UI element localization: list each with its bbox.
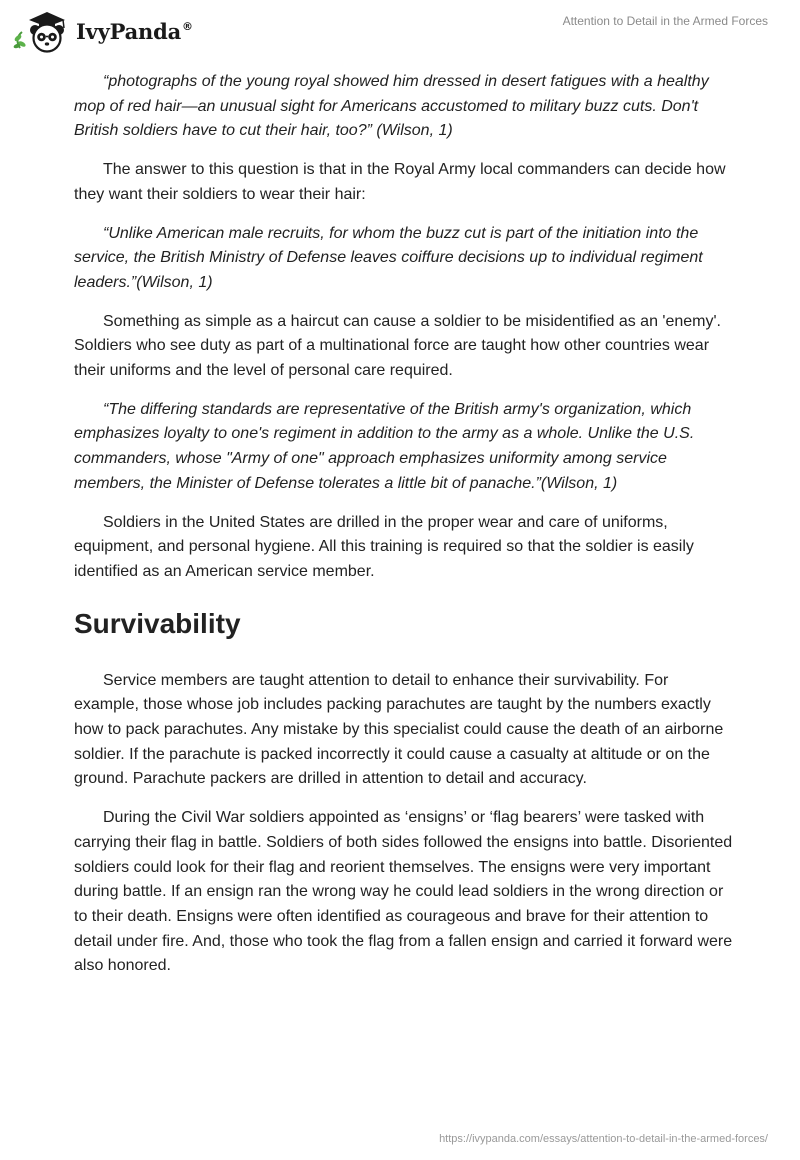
quote-paragraph: “The differing standards are representative of the British army's organization, which emphasizes loyalty to one's regiment in addition to the army as a whole. Unlike the U.S. commanders, whose "Army of one" approach emphasizes uniformity among service members, the Minister of Defense tolerates a little bit of panache.”(Wilson, 1): [74, 400, 695, 492]
brand-name: IvyPanda®: [76, 18, 193, 44]
section-heading: Survivability: [74, 607, 241, 639]
source-url[interactable]: https://ivypanda.com/essays/attention-to-detail-in-the-armed-forces/: [439, 1133, 768, 1145]
body-paragraph: Service members are taught attention to detail to enhance their survivability. For example, those whose job includes packing parachutes are taught by the numbers exactly how to pack parachutes. Any mistake by this specialist could cause the death of an airborne soldier. If the parachute is packed incorrectly it could cause a casualty at altitude or on the ground. Parachute packers are drilled in attention to detail and accuracy.: [74, 671, 724, 788]
body-paragraph: Something as simple as a haircut can cause a soldier to be misidentified as an 'enemy'. Soldiers who see duty as part of a multinational force are taught how other countries wear their uniforms and the level of personal care required.: [74, 312, 721, 380]
body-paragraph: The answer to this question is that in the Royal Army local commanders can decide how they want their soldiers to wear their hair:: [74, 161, 726, 203]
page-header: [0, 0, 800, 60]
panda-graduation-cap-icon: [12, 8, 74, 54]
registered-mark: ®: [182, 19, 193, 33]
quote-paragraph: “Unlike American male recruits, for whom the buzz cut is part of the initiation into the service, the British Ministry of Defense leaves coiffure decisions up to individual regiment leaders.”(Wilson, 1): [74, 224, 703, 291]
ivypanda-logo[interactable]: [12, 8, 193, 54]
body-paragraph: During the Civil War soldiers appointed as ‘ensigns’ or ‘flag bearers’ were tasked with carrying their flag in battle. Soldiers of both sides followed the ensigns into battle. Disoriented soldiers could look for their flag and reorient themselves. The ensigns were very important during battle. If an ensign ran the wrong way he could lead soldiers in the wrong direction or to their death. Ensigns were often identified as courageous and brave for their attention to detail under fire. And, those who took the flag from a fallen ensign and carried it forward were also honored.: [74, 809, 733, 975]
document-title: Attention to Detail in the Armed Forces: [562, 14, 768, 28]
body-paragraph: Soldiers in the United States are drilled in the proper wear and care of uniforms, equipment, and personal hygiene. All this training is required so that the soldier is easily identified as an American service member.: [74, 513, 694, 580]
essay-body: [74, 70, 734, 993]
quote-paragraph: “photographs of the young royal showed him dressed in desert fatigues with a healthy mop of red hair—an unusual sight for Americans accustomed to military buzz cuts. Don't British soldiers have to cut their hair, too?” (Wilson, 1): [74, 73, 709, 140]
